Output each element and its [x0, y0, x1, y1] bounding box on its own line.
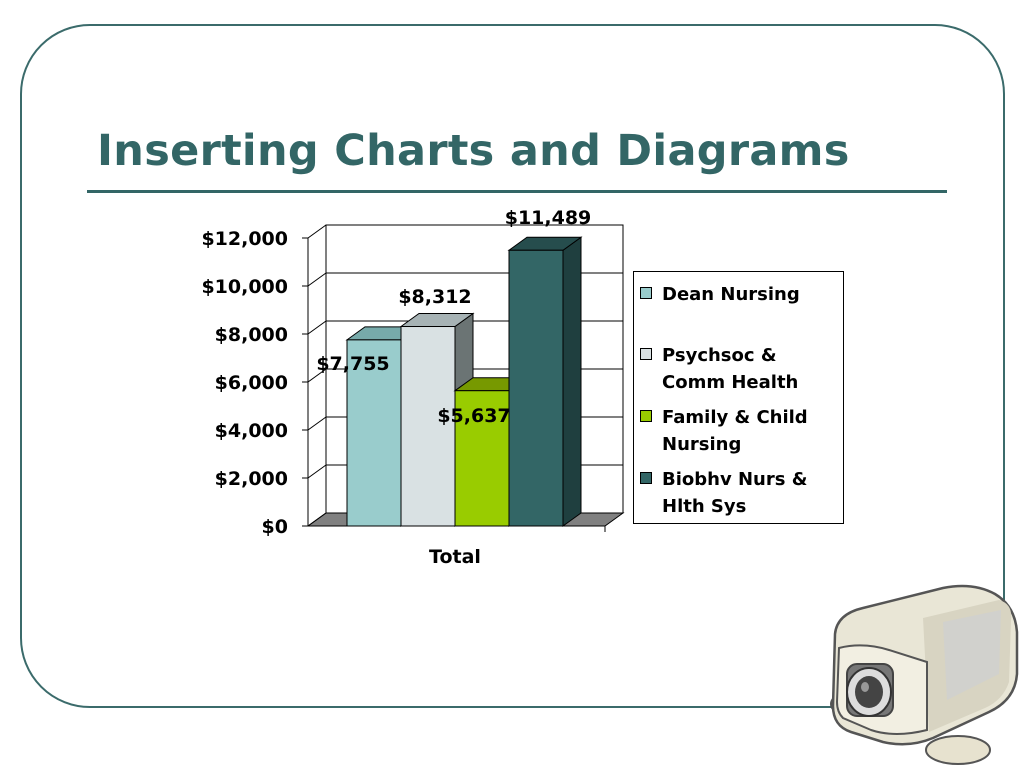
legend-swatch: [640, 472, 652, 484]
slide-title: Inserting Charts and Diagrams: [97, 126, 850, 176]
bar-front: [509, 250, 563, 526]
gridline-side: [308, 417, 326, 430]
x-axis-label: Total: [429, 546, 481, 568]
gridline-side: [308, 321, 326, 334]
data-label: $8,312: [398, 286, 472, 308]
y-tick-label: $2,000: [214, 468, 288, 490]
y-tick-label: $8,000: [214, 324, 288, 346]
data-label: $5,637: [437, 405, 511, 427]
y-tick-label: $12,000: [201, 228, 288, 250]
data-label: $11,489: [504, 207, 592, 229]
legend-swatch: [640, 410, 652, 422]
legend-label: Dean Nursing: [662, 284, 800, 305]
bar-4: [509, 237, 581, 526]
y-tick-label: $4,000: [214, 420, 288, 442]
legend-swatch: [640, 348, 652, 360]
gridline-side: [308, 273, 326, 286]
gridline-side: [308, 225, 326, 238]
legend-label: Psychsoc & Comm Health: [662, 345, 799, 393]
chart-legend: [633, 271, 844, 524]
gridline-side: [308, 465, 326, 478]
legend-label: Family & Child Nursing: [662, 407, 808, 455]
projector-icon: [823, 582, 1023, 768]
legend-label: Biobhv Nurs & Hlth Sys: [662, 469, 808, 517]
data-label: $7,755: [316, 353, 390, 375]
bar-side: [563, 237, 581, 526]
y-tick-label: $6,000: [214, 372, 288, 394]
y-tick-label: $0: [261, 516, 288, 538]
legend-swatch: [640, 287, 652, 299]
y-tick-label: $10,000: [201, 276, 288, 298]
